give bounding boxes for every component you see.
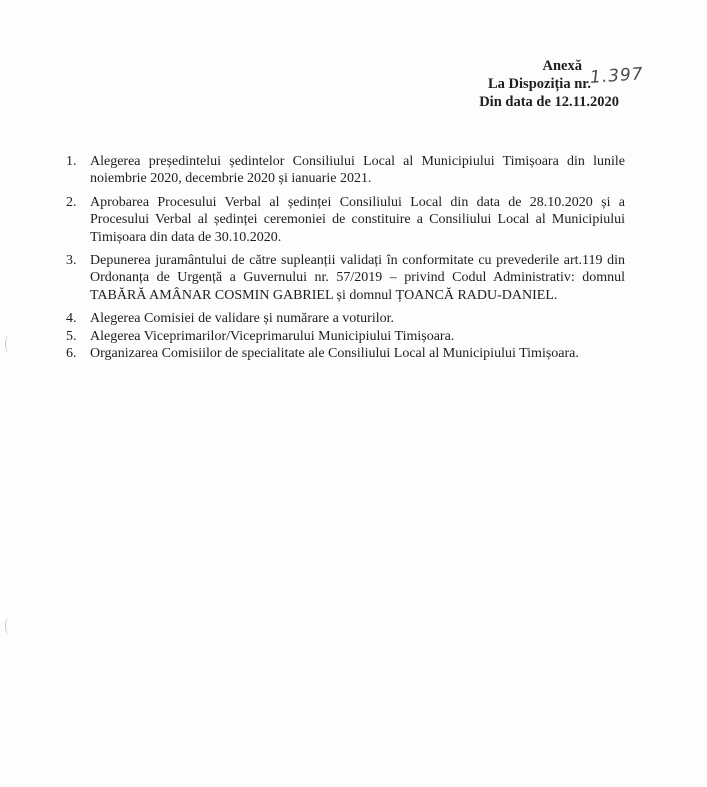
agenda-item-number: 3. bbox=[66, 253, 77, 269]
disposition-date: Din data de 12.11.2020 bbox=[479, 94, 619, 110]
handwritten-disposition-number: 1.397 bbox=[589, 64, 645, 88]
agenda-item bbox=[62, 252, 625, 304]
agenda-item-text: Depunerea juramântului de către supleanții validați în conformitate cu prevederile art.119 din Ordonanța de Urgență a Guvernului nr. 57/2019 – privind Codul Administrativ: domnul TABĂRĂ AMÂNAR COSMIN GABRIEL și domnul ȚOANCĂ RADU-DANIEL. bbox=[90, 253, 625, 303]
agenda-item-number: 5. bbox=[66, 328, 77, 344]
agenda-item-text: Alegerea Comisiei de validare și numărare a voturilor. bbox=[90, 311, 395, 327]
agenda-item bbox=[62, 310, 625, 327]
agenda-item-number: 4. bbox=[66, 311, 77, 327]
scan-punch-mark bbox=[5, 336, 12, 352]
agenda-item-text: Alegerea președintelui ședintelor Consiliului Local al Municipiului Timișoara din lunile noiembrie 2020, decembrie 2020 și ianuarie 2021. bbox=[90, 154, 625, 187]
agenda-item bbox=[62, 153, 625, 188]
agenda-item-number: 6. bbox=[66, 346, 77, 362]
agenda-item bbox=[62, 345, 625, 362]
agenda-item bbox=[62, 328, 625, 345]
agenda-list bbox=[62, 153, 625, 362]
agenda-item-number: 1. bbox=[66, 154, 77, 169]
annex-title: Anexă bbox=[542, 58, 582, 74]
agenda-item-text: Organizarea Comisiilor de specialitate ale Consiliului Local al Municipiului Timișoara. bbox=[90, 346, 579, 362]
agenda-item-number: 2. bbox=[66, 194, 77, 210]
disposition-reference: La Dispoziția nr. bbox=[488, 76, 591, 92]
agenda-item bbox=[62, 194, 625, 246]
agenda-item-text: Aprobarea Procesului Verbal al ședinței Consiliului Local din data de 28.10.2020 și a Procesului Verbal al ședinței ceremoniei de constituire a Consiliului Local al Municipiului Timișoara din data de 30.10.2020. bbox=[90, 194, 625, 245]
scan-punch-mark bbox=[5, 618, 12, 634]
agenda-item-text: Alegerea Viceprimarilor/Viceprimarului Municipiului Timișoara. bbox=[90, 328, 455, 344]
